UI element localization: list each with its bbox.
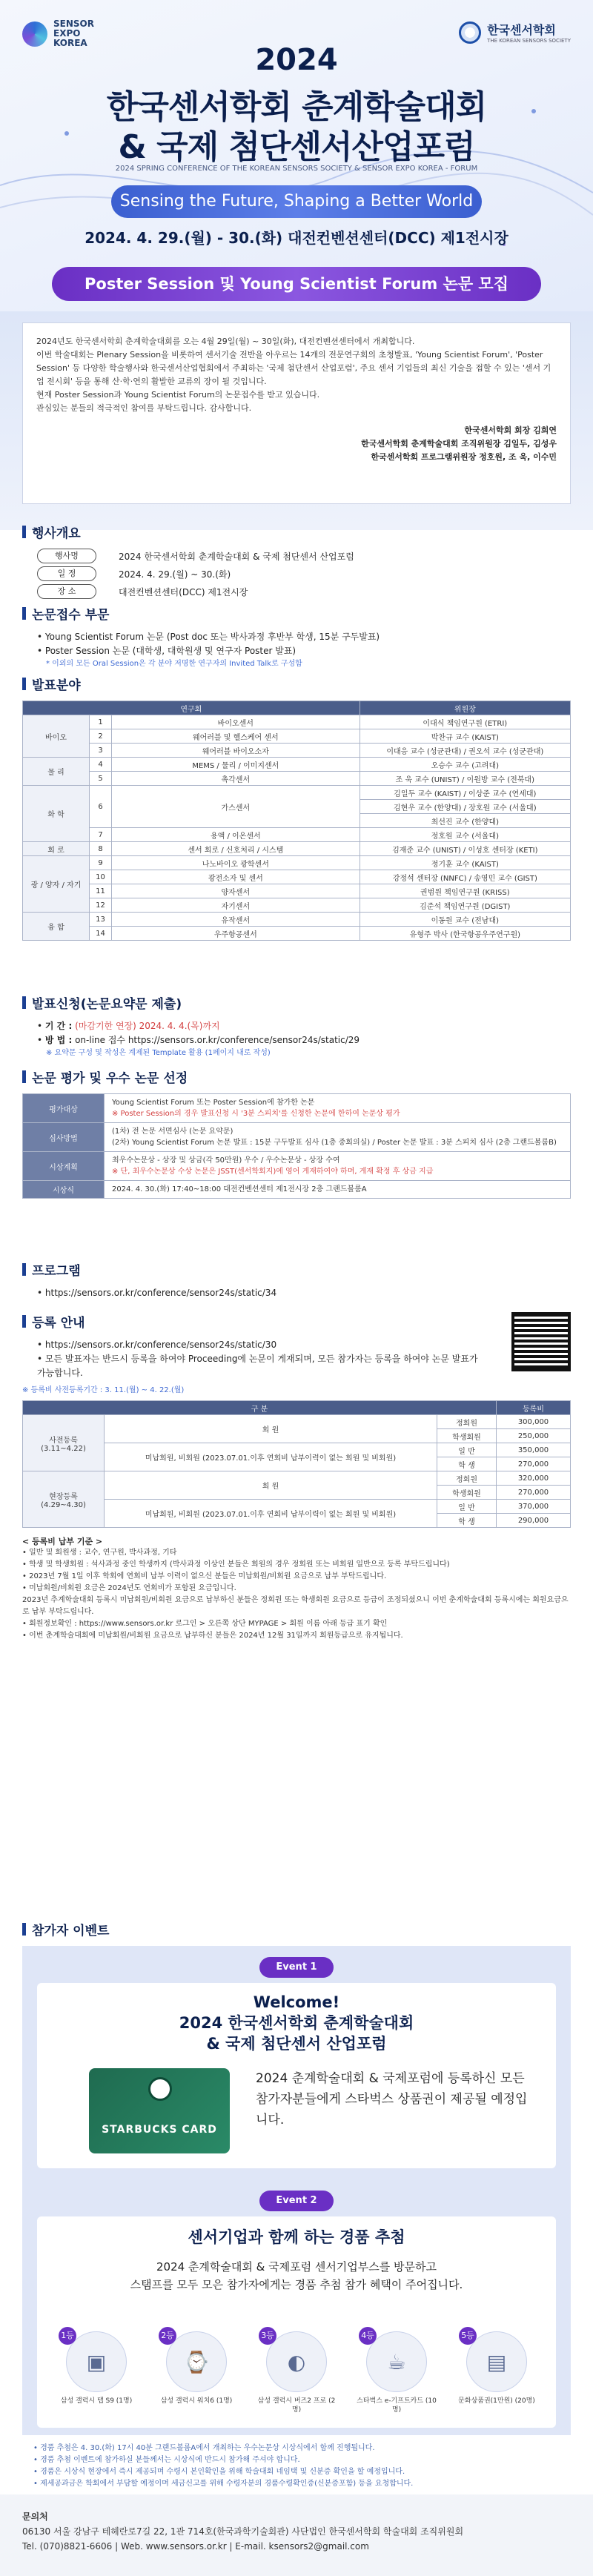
intro-paragraph: 관심있는 분들의 적극적인 참여를 부탁드립니다. 감사합니다. [36,403,252,413]
section-bar [22,526,26,538]
fields-name: 나노바이오 광학센서 [112,856,360,870]
footer-contact[interactable]: Tel. (070)8821-6606 | Web. www.sensors.or.kr | E-mail. ksensors2@gmail.com [22,2541,369,2552]
events-title [22,1920,571,1938]
fields-num: 9 [90,856,112,870]
fields-chair: 이대식 책임연구원 (ETRI) [360,715,570,729]
prize-caption: 스타벅스 e-기프트카드 (10명) [357,2397,437,2414]
forms-item-text: Poster Session 논문 (대학생, 대학원생 및 연구자 Poster 발표) [44,646,296,656]
fee-note: • 학생 및 학생회원 : 석사과정 중인 학생까지 (박사과정 이상인 분들은 회원의 경우 정회원 또는 비회원 일반으로 등록 부탁드립니다) [22,1560,450,1569]
footer [0,2494,593,2576]
fields-chair: 최선진 교수 (한양대) [360,814,570,828]
review-label: 평가대상 [23,1094,105,1123]
fee-note: • 미납회원/비회원 요금은 2024년도 연회비가 포함된 요금입니다. [22,1584,236,1592]
abstract-method: • 방 법 : on-line 접수 https://sensors.or.kr/conference/sensor24s/static/29 [37,1035,360,1045]
fee-category: 미납회원, 비회원 (2023.07.01.이후 연회비 납부이력이 없는 회원 및 비회원) [105,1500,437,1528]
section-bar [22,1070,26,1083]
register-period-note: ※ 등록비 사전등록기간 : 3. 11.(월) ~ 4. 22.(월) [22,1386,185,1394]
review-value-line: (1차) 전 논문 서면심사 (논문 요약문) [112,1128,233,1136]
forms-item: • Poster Session 논문 (대학생, 대학원생 및 연구자 Poster 발표) [37,646,296,656]
fields-name: 유작센서 [112,913,360,927]
event1-welcome: Welcome! [253,1993,340,2011]
fields-num: 8 [90,842,112,856]
fee-amount: 370,000 [497,1500,571,1514]
intro-signature: 한국센서학회 춘계학술대회 조직위원장 김일두, 김성우 [361,439,557,448]
fee-subcategory: 정회원 [437,1415,497,1429]
fee-subcategory: 학생회원 [437,1429,497,1443]
prize-caption: 문화상품권(1만원) (20명) [458,2397,535,2405]
fields-name: 용액 / 이온센서 [112,828,360,842]
poster-session-banner: Poster Session 및 Young Scientist Forum 논문 모집 [52,267,541,301]
fields-num: 6 [90,786,112,828]
fields-num: 14 [90,927,112,941]
overview-title [22,523,571,541]
fields-name: 우주항공센서 [112,927,360,941]
fee-notes-title: < 등록비 납부 기준 > [22,1537,103,1546]
fee-note: • 2023년 7월 1일 이후 학회에 연회비 납부 이력이 없으신 분들은 미납회원/비회원 요금으로 납부 부탁드립니다. [22,1572,387,1580]
event2-pill: Event 2 [259,2191,334,2211]
fields-num: 2 [90,729,112,744]
fee-period: 현장등록 (4.29~4.30) [23,1471,105,1528]
event2-card [37,2216,556,2428]
fields-name: 바이오센서 [112,715,360,729]
fee-subcategory: 일 반 [437,1500,497,1514]
overview-row [37,566,571,581]
prize-1 [56,2331,137,2406]
fields-group: 물 리 [23,758,90,786]
prize-caption: 삼성 갤럭시 버즈2 프로 (2명) [257,2397,336,2414]
review-value-note: ※ Poster Session의 경우 발표신청 시 '3분 스피치'를 신청한 논문에 한하여 논문상 평가 [112,1110,400,1118]
event-note: • 경품은 시상식 현장에서 즉시 제공되며 수령시 본인확인을 위해 학술대회 네임택 및 신분증 확인을 할 예정입니다. [33,2468,405,2476]
event1-text: 2024 춘계학술대회 & 국제포럼에 등록하신 모든 참가자분들에게 스타벅스 상품권이 제공될 예정입니다. [256,2071,528,2128]
tablet-icon: ▣ [66,2331,127,2392]
program-link-row: • https://sensors.or.kr/conference/sensor24s/static/34 [37,1288,277,1298]
review-label: 시상계획 [23,1152,105,1181]
fields-name: 자기센서 [112,898,360,913]
fields-group: 광 / 양자 / 자기 [23,856,90,913]
overview-key: 일 정 [37,566,96,581]
program-link[interactable]: https://sensors.or.kr/conference/sensor24s/static/34 [44,1288,277,1298]
abstract-deadline-label: 기 간 : [44,1021,73,1031]
fee-subcategory: 학 생 [437,1514,497,1528]
hero-title-line2: & 국제 첨단센서산업포럼 [118,128,475,166]
review-label: 시상식 [23,1181,105,1199]
fields-table [22,701,571,941]
program-title-text: 프로그램 [32,1264,81,1279]
society-logo [459,21,571,44]
events-title-text: 참가자 이벤트 [32,1924,110,1938]
fee-amount: 270,000 [497,1486,571,1500]
review-value [105,1152,571,1181]
hero-date-venue: 2024. 4. 29.(월) - 30.(화) 대전컨벤션센터(DCC) 제1전시장 [85,229,508,247]
abstract-title-text: 발표신청(논문요약문 제출) [32,997,182,1012]
event2-heading: 센서기업과 함께 하는 경품 추첨 [188,2228,405,2246]
events-area [22,1946,571,2435]
abstract-deadline: • 기 간 : (마감기한 연장) 2024. 4. 4.(목)까지 [37,1021,220,1031]
review-value-line: 최우수논문상 - 상장 및 상금(각 50만원) 우수 / 우수논문상 - 상장 수여 [112,1156,340,1165]
prize-rank: 2등 [159,2327,176,2345]
fee-amount: 300,000 [497,1415,571,1429]
fields-num: 3 [90,744,112,758]
coffee-icon: ☕ [366,2331,427,2392]
fields-chair: 오승수 교수 (고려대) [360,758,570,772]
overview-section [22,523,571,602]
abstract-method-label: 방 법 : [44,1035,73,1045]
review-title [22,1067,571,1086]
review-value-line: Young Scientist Forum 또는 Poster Session에 참가한 논문 [112,1099,315,1107]
review-table [22,1093,571,1199]
register-title-text: 등록 안내 [32,1316,85,1331]
fee-amount: 270,000 [497,1457,571,1471]
register-link[interactable]: https://sensors.or.kr/conference/sensor24s/static/30 [44,1340,277,1350]
overview-value: 대전컨벤션센터(DCC) 제1전시장 [119,586,248,597]
starbucks-card-label: STARBUCKS CARD [102,2124,217,2136]
prize-2 [156,2331,237,2406]
fields-num: 11 [90,884,112,898]
section-bar [22,1263,26,1276]
fields-header-group: 연구회 [23,701,360,715]
fields-num: 10 [90,870,112,884]
intro-paragraph: 이번 학술대회는 Plenary Session을 비롯하여 센서기술 전반을 아우르는 14개의 전문연구회의 초청발표, 'Young Scientist Forum', 'Poster Session' 등 다양한 학술행사와 한국센서산업협회에서 주최하는 '국제 첨단센서 산업포럼', 주요 센서 기업들의 최신 기술을 접할 수 있는 '센서 기업 전시회' 등을 통해 산·학·연의 활발한 교류의 장이 될 것입니다. [36,350,551,386]
section-bar [22,678,26,690]
fields-chair: 이대응 교수 (성균관대) / 권오석 교수 (성균관대) [360,744,570,758]
abstract-note: ※ 요약문 구성 및 작성은 계제된 Template 활용 (1페이지 내로 작성) [46,1049,271,1057]
prize-caption: 삼성 갤럭시 워치6 (1명) [160,2397,233,2405]
review-title-text: 논문 평가 및 우수 논문 선정 [32,1071,188,1086]
forms-title [22,604,571,623]
prize-5 [456,2331,537,2406]
fee-amount: 250,000 [497,1429,571,1443]
prize-caption: 삼성 갤럭시 탭 S9 (1명) [60,2397,133,2405]
fee-category: 회 원 [105,1471,437,1500]
forms-note: * 이외의 모든 Oral Session은 각 분야 저명한 연구자의 Invited Talk로 구성함 [46,660,302,668]
fields-chair: 조 욱 교수 (UNIST) / 이원방 교수 (전북대) [360,772,570,786]
fields-name: 웨어러블 바이오소자 [112,744,360,758]
event1-heading2: & 국제 첨단센서 산업포럼 [206,2035,387,2053]
footer-title: 문의처 [22,2512,48,2522]
fields-num: 12 [90,898,112,913]
fee-subcategory: 정회원 [437,1471,497,1486]
overview-key: 행사명 [37,549,96,563]
review-value [105,1094,571,1123]
register-item: • 모든 발표자는 반드시 등록을 하여야 Proceeding에 논문이 게재되며, 모든 참가자는 등록을 하여야 논문 발표가 가능합니다. [37,1354,478,1378]
fields-name: 센서 회로 / 신호처리 / 시스템 [112,842,360,856]
event-note: • 경품 추첨 이벤트에 참가하실 분들께서는 시상식에 반드시 참가해 주셔야 합니다. [33,2456,300,2464]
hero-title-line1: 한국센서학회 춘계학술대회 [106,88,487,126]
intro-signature: 한국센서학회 회장 김희연 [464,426,557,435]
intro-letter [22,322,571,504]
fields-chair: 권범원 책임연구원 (KRISS) [360,884,570,898]
fee-note: 2023년 추계학술대회 등록시 미납회원/비회원 요금으로 납부하신 분들은 정회원 또는 학생회원 요금으로 등급이 조정되셨으니 이번 춘계학술대회 등록시에는 회원요금으로 납부 부탁드립니다. [22,1596,569,1616]
fee-note: • 회원정보확인 : https://www.sensors.or.kr 로그인 > 오른쪽 상단 MYPAGE > 회원 이름 아래 등급 표기 확인 [22,1620,388,1628]
section-bar [22,1315,26,1328]
fields-chair: 김일두 교수 (KAIST) / 이상준 교수 (연세대) [360,786,570,800]
fee-amount: 350,000 [497,1443,571,1457]
prize-rank: 3등 [259,2327,276,2345]
fee-notes [22,1547,571,1642]
fields-group: 회 로 [23,842,90,856]
fee-subcategory: 학 생 [437,1457,497,1471]
register-qr-code[interactable] [511,1312,571,1371]
register-item-text: 모든 발표자는 반드시 등록을 하여야 Proceeding에 논문이 게재되며, 모든 참가자는 등록을 하여야 논문 발표가 가능합니다. [37,1354,478,1378]
review-value-line: 2024. 4. 30.(화) 17:40~18:00 대전컨벤션센터 제1전시장 2층 그랜드볼룸A [112,1185,367,1193]
intro-paragraph: 현재 Poster Session과 Young Scientist Forum의 논문접수를 받고 있습니다. [36,390,320,400]
section-bar [22,1923,26,1936]
prize-rank: 4등 [359,2327,377,2345]
event2-line2: 스탬프를 모두 모은 참가자에게는 경품 추첨 참가 혜택이 주어집니다. [130,2278,463,2291]
fields-chair: 정호원 교수 (서울대) [360,828,570,842]
footer-address: 06130 서울 강남구 테헤란로7길 22, 1관 714호(한국과학기술회관) 사단법인 한국센서학회 학술대회 조직위원회 [22,2526,464,2537]
fee-subcategory: 학생회원 [437,1486,497,1500]
prize-rank: 5등 [459,2327,477,2345]
intro-paragraph: 2024년도 한국센서학회 춘계학술대회를 오는 4월 29일(월) ~ 30일(화), 대전컨벤션센터에서 개최합니다. [36,337,415,346]
fields-chair: 이동원 교수 (전남대) [360,913,570,927]
abstract-deadline-value: (마감기한 연장) 2024. 4. 4.(목)까지 [75,1021,220,1031]
fee-header-category: 구 분 [23,1401,497,1415]
abstract-method-link[interactable]: on-line 접수 https://sensors.or.kr/conference/sensor24s/static/29 [75,1035,360,1045]
prize-3 [256,2331,337,2414]
watch-icon: ⌚ [166,2331,227,2392]
fields-chair: 정기훈 교수 (KAIST) [360,856,570,870]
overview-row [37,584,571,599]
hero-slogan: Sensing the Future, Shaping a Better World [111,185,482,218]
fields-section [22,675,571,941]
review-section [22,1067,571,1199]
earbuds-icon: ◐ [266,2331,327,2392]
forms-section [22,604,571,669]
society-logo-icon [459,21,481,44]
society-logo-subtext: THE KOREAN SENSORS SOCIETY [487,38,571,44]
fields-chair: 박찬규 교수 (KAIST) [360,729,570,744]
overview-row [37,549,571,563]
prize-rank: 1등 [59,2327,76,2345]
fee-header-fee: 등록비 [497,1401,571,1415]
fields-chair: 김재준 교수 (UNIST) / 이성호 센터장 (KETI) [360,842,570,856]
fields-name: 가스센서 [112,786,360,828]
abstract-title [22,993,571,1012]
events-section [22,1920,571,1946]
review-value-line: (2차) Young Scientist Forum 논문 발표 : 15분 구두발표 심사 (1층 중회의실) / Poster 논문 발표 : 3분 스피치 심사 (2층 그랜드볼룸B) [112,1139,557,1147]
fields-chair: 김준석 책임연구원 (DGIST) [360,898,570,913]
review-value [105,1181,571,1199]
starbucks-card-image [89,2068,230,2153]
forms-item: • Young Scientist Forum 논문 (Post doc 또는 박사과정 후반부 학생, 15분 구두발표) [37,632,380,642]
section-bar [22,996,26,1009]
event-note: • 제세공과금은 학회에서 부담할 예정이며 세금신고를 위해 수령자분의 경품수령확인증(신분증포함) 등을 요청합니다. [33,2480,414,2488]
review-label: 심사방법 [23,1123,105,1152]
fee-category: 미납회원, 비회원 (2023.07.01.이후 연회비 납부이력이 없는 회원 및 비회원) [105,1443,437,1471]
intro-signature: 한국센서학회 프로그램위원장 정호원, 조 욱, 이수민 [371,452,557,462]
fields-title [22,675,571,693]
overview-title-text: 행사개요 [32,526,81,541]
program-title [22,1260,571,1279]
forms-title-text: 논문접수 부문 [32,608,110,623]
event1-heading1: 2024 한국센서학회 춘계학술대회 [179,2014,414,2032]
review-value [105,1123,571,1152]
fields-num: 4 [90,758,112,772]
event-notes [33,2443,567,2490]
society-logo-text: 한국센서학회 [487,23,556,37]
fee-note: • 일반 및 회원생 : 교수, 연구원, 박사과정, 기타 [22,1549,177,1557]
starbucks-logo-icon [148,2077,172,2101]
fields-group: 바이오 [23,715,90,758]
fields-header-chair: 위원장 [360,701,570,715]
event2-line1: 2024 춘계학술대회 & 국제포럼 센서기업부스를 방문하고 [156,2260,437,2274]
event1-card [37,1983,556,2168]
register-section [22,1312,571,1642]
fields-name: 광전소자 및 센서 [112,870,360,884]
fields-name: 웨어러블 및 헬스케어 센서 [112,729,360,744]
overview-key: 장 소 [37,584,96,599]
abstract-section [22,993,571,1059]
fields-name: 촉각센서 [112,772,360,786]
fee-note: • 이번 춘계학술대회에 미납회원/비회원 요금으로 납부하신 분들은 2024년 12월 31일까지 회원등급으로 유지됩니다. [22,1632,403,1640]
fee-table [22,1400,571,1528]
review-value-note: ※ 단, 최우수논문상 수상 논문은 JSST(센서학회지)에 영어 게재하여야 하며, 게재 확정 후 상금 지급 [112,1168,434,1176]
fee-amount: 290,000 [497,1514,571,1528]
overview-value: 2024 한국센서학회 춘계학술대회 & 국제 첨단센서 산업포럼 [119,551,354,562]
prize-4 [356,2331,437,2414]
fields-group: 융 합 [23,913,90,941]
fields-group: 화 학 [23,786,90,842]
fields-num: 1 [90,715,112,729]
overview-value: 2024. 4. 29.(월) ~ 30.(화) [119,569,231,580]
fields-num: 5 [90,772,112,786]
event1-pill: Event 1 [259,1957,334,1978]
fields-chair: 강정석 센터장 (NNFC) / 송영민 교수 (GIST) [360,870,570,884]
fee-category: 회 원 [105,1415,437,1443]
fee-period: 사전등록 (3.11~4.22) [23,1415,105,1471]
fields-name: 양자센서 [112,884,360,898]
event-note: • 경품 추첨은 4. 30.(화) 17시 40분 그랜드볼룸A에서 개최하는 우수논문상 시상식에서 함께 진행됩니다. [33,2444,375,2452]
fields-chair: 유형주 박사 (한국항공우주연구원) [360,927,570,941]
fields-num: 7 [90,828,112,842]
fields-name: MEMS / 물리 / 이미지센서 [112,758,360,772]
sensor-expo-logo-text: SENSOR EXPO KOREA [53,19,94,48]
register-title [22,1312,571,1331]
gift-card-icon: ▤ [466,2331,527,2392]
fields-chair: 김현우 교수 (한양대) / 장호원 교수 (서울대) [360,800,570,814]
fee-amount: 320,000 [497,1471,571,1486]
section-bar [22,607,26,620]
forms-item-text: Young Scientist Forum 논문 (Post doc 또는 박사과정 후반부 학생, 15분 구두발표) [44,632,380,642]
fee-subcategory: 일 반 [437,1443,497,1457]
fields-title-text: 발표분야 [32,678,81,693]
program-section [22,1260,571,1300]
register-item: • https://sensors.or.kr/conference/sensor24s/static/30 [37,1340,277,1350]
fields-num: 13 [90,913,112,927]
hero-year: 2024 [255,43,338,77]
hero-english-subtitle: 2024 SPRING CONFERENCE OF THE KOREAN SENSORS SOCIETY & SENSOR EXPO KOREA - FORUM [115,165,478,173]
